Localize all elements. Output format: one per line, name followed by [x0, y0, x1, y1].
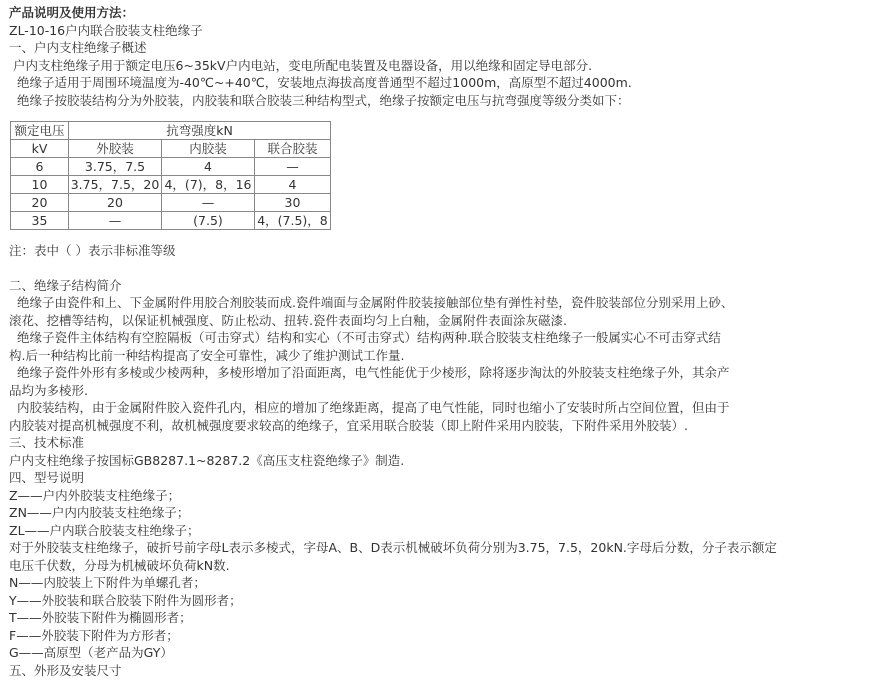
table-cell-outer: 20 [69, 194, 162, 212]
table-header-strength: 抗弯强度kN [69, 122, 331, 140]
section-2-line: 内胶装对提高机械强度不利，故机械强度要求较高的绝缘子，宜采用联合胶装（即上附件采用内胶装，下附件采用外胶装）. [9, 417, 688, 433]
strength-table [10, 121, 331, 230]
table-cell-combined: — [255, 158, 331, 176]
model-code-zl: ZL——户内联合胶装支柱绝缘子； [9, 522, 200, 538]
section-2-line: 滚花、挖槽等结构，以保证机械强度、防止松动、扭转.瓷件表面均匀上白釉，金属附件表面涂灰磁漆. [9, 312, 567, 328]
section-3-line: 户内支柱绝缘子按国标GB8287.1~8287.2《高压支柱瓷绝缘子》制造. [9, 452, 405, 468]
table-cell-inner: (7.5) [162, 212, 255, 230]
model-line: ZL-10-16户内联合胶装支柱绝缘子 [9, 22, 203, 38]
table-note: 注：表中（ ）表示非标准等级 [9, 243, 176, 258]
model-description: 对于外胶装支柱绝缘子，破折号前字母L表示多棱式，字母A、B、D表示机械破坏负荷分别为3.75，7.5，20kN.字母后分数，分子表示额定 [9, 540, 777, 555]
table-header-inner: 内胶装 [162, 140, 255, 158]
table-row [11, 158, 331, 176]
section-1-paragraph: 户内支柱绝缘子用于额定电压6~35kV户内电站，变电所配电装置及电器设备，用以绝缘和固定导电部分. [9, 57, 593, 73]
table-cell-combined: 4，(7.5)，8 [255, 212, 331, 230]
model-code-n: N——内胶装上下附件为单螺孔者； [9, 575, 206, 590]
section-2-line: 绝缘子瓷件外形有多棱或少棱两种，多棱形增加了沿面距离，电气性能优于少棱形，除将逐步淘汰的外胶装支柱绝缘子外，其余产 [9, 365, 730, 380]
section-1-paragraph: 绝缘子按胶装结构分为外胶装，内胶装和联合胶装三种结构型式，绝缘子按额定电压与抗弯强度等级分类如下： [9, 92, 630, 108]
section-2-heading: 二、绝缘子结构简介 [9, 277, 122, 293]
table-cell-kv: 10 [11, 176, 69, 194]
table-row [11, 176, 331, 194]
model-code-y: Y——外胶装和联合胶装下附件为圆形者； [9, 592, 242, 608]
model-code-t: T——外胶装下附件为椭圆形者； [9, 610, 192, 625]
table-cell-outer: 3.75，7.5 [69, 158, 162, 176]
spacer [9, 260, 877, 277]
table-cell-inner: 4，(7)，8，16 [162, 176, 255, 194]
table-cell-kv: 6 [11, 158, 69, 176]
section-2-line: 品均为多棱形. [9, 382, 88, 398]
table-header-voltage: 额定电压 [11, 122, 69, 140]
table-row [11, 194, 331, 212]
section-2-line: 构.后一种结构比前一种结构提高了安全可靠性，减少了维护测试工作量. [9, 347, 405, 363]
table-cell-kv: 35 [11, 212, 69, 230]
table-cell-combined: 30 [255, 194, 331, 212]
model-code-zn: ZN——户内内胶装支柱绝缘子； [9, 505, 190, 520]
section-1-paragraph: 绝缘子适用于周围环境温度为-40℃~+40℃，安装地点海拔高度普通型不超过1000m，高原型不超过4000m. [9, 75, 632, 90]
section-2-line: 绝缘子由瓷件和上、下金属附件用胶合剂胶装而成.瓷件端面与金属附件胶装接触部位垫有弹性衬垫，瓷件胶装部位分别采用上砂、 [9, 295, 734, 310]
section-1-heading: 一、户内支柱绝缘子概述 [9, 40, 147, 55]
section-2-line: 绝缘子瓷件主体结构有空腔隔板（可击穿式）结构和实心（不可击穿式）结构两种.联合胶装支柱绝缘子一般属实心不可击穿式结 [9, 330, 721, 345]
table-cell-outer: — [69, 212, 162, 230]
table-cell-combined: 4 [255, 176, 331, 194]
model-code-g: G——高原型（老产品为GY） [9, 645, 173, 660]
table-row [11, 212, 331, 230]
table-cell-outer: 3.75，7.5，20 [69, 176, 162, 194]
model-code-z: Z——户内外胶装支柱绝缘子； [9, 487, 181, 503]
table-cell-inner: 4 [162, 158, 255, 176]
model-code-f: F——外胶装下附件为方形者； [9, 627, 179, 643]
table-cell-inner: — [162, 194, 255, 212]
section-5-heading: 五、外形及安装尺寸 [9, 662, 122, 678]
section-3-heading: 三、技术标准 [9, 435, 85, 450]
section-2-line: 内胶装结构，由于金属附件胶入瓷件孔内，相应的增加了绝缘距离，提高了电气性能，同时也缩小了安装时所占空间位置，但由于 [9, 400, 730, 415]
model-description: 电压千伏数，分母为机械破坏负荷kN数. [9, 557, 230, 573]
table-header-outer: 外胶装 [69, 140, 162, 158]
section-4-heading: 四、型号说明 [9, 470, 85, 485]
table-cell-kv: 20 [11, 194, 69, 212]
document-title: 产品说明及使用方法： [9, 5, 135, 20]
table-header-combined: 联合胶装 [255, 140, 331, 158]
table-header-voltage-unit: kV [11, 140, 69, 158]
